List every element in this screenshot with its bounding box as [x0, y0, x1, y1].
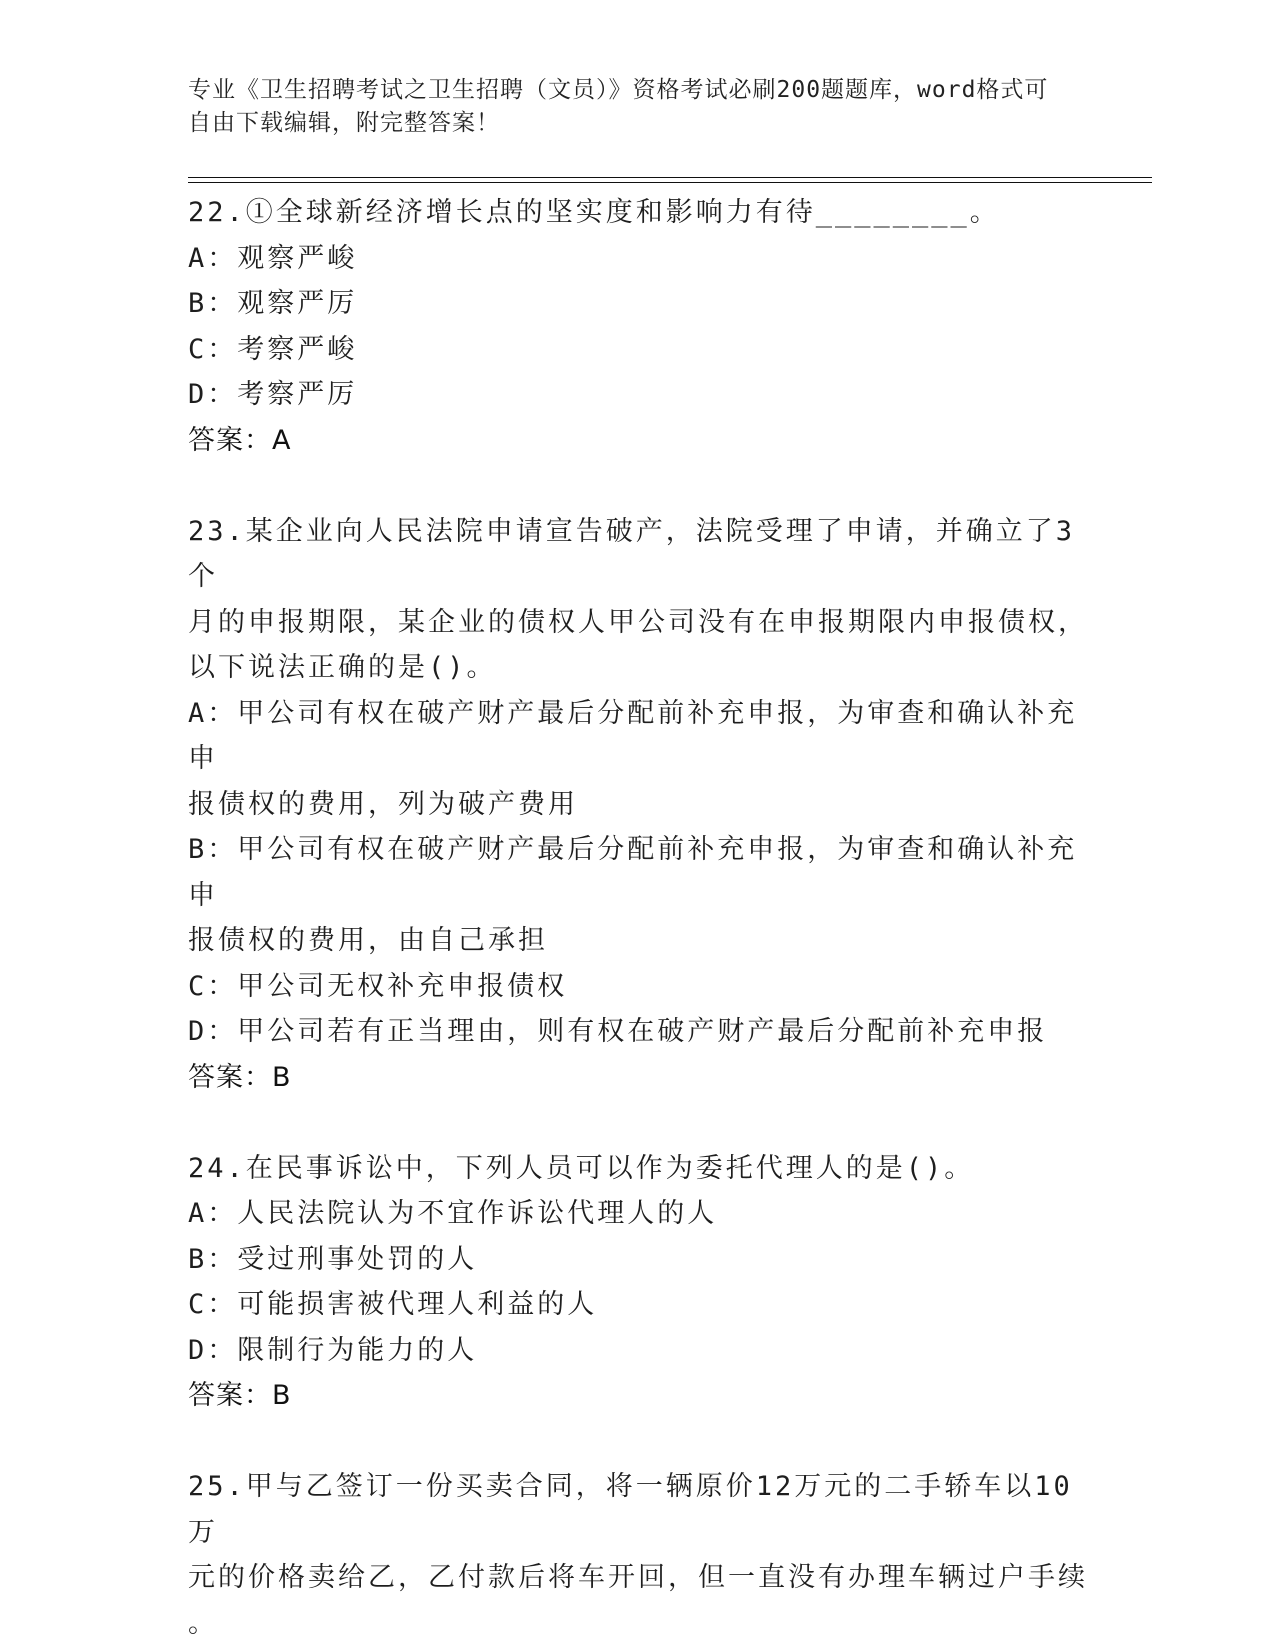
- header-divider-bottom: [188, 182, 1152, 183]
- option-b: B：甲公司有权在破产财产最后分配前补充申报，为审查和确认补充申: [188, 834, 1078, 911]
- option-c: C：可能损害被代理人利益的人: [188, 1289, 598, 1320]
- question-stem: 。: [188, 1607, 218, 1639]
- option-d: D：限制行为能力的人: [188, 1334, 478, 1366]
- document-header: 专业《卫生招聘考试之卫生招聘（文员）》资格考试必刷200题题库，word格式可自由下载编辑，附完整答案！: [188, 77, 1049, 136]
- question-stem: 以下说法正确的是()。: [188, 652, 497, 683]
- option-b: B：受过刑事处罚的人: [188, 1243, 478, 1275]
- option-a-continued: 报债权的费用，列为破产费用: [188, 788, 578, 820]
- question-stem: 22.①全球新经济增长点的坚实度和影响力有待________。: [188, 197, 1000, 228]
- question-22: [188, 190, 1088, 463]
- option-d: D：甲公司若有正当理由，则有权在破产财产最后分配前补充申报: [188, 1016, 1048, 1047]
- option-b: B：观察严厉: [188, 288, 358, 319]
- option-b-continued: 报债权的费用，由自己承担: [188, 925, 548, 956]
- question-24: [188, 1146, 1088, 1419]
- question-23: [188, 509, 1088, 1101]
- answer: 答案：B: [188, 1380, 292, 1411]
- answer: 答案：B: [188, 1061, 292, 1093]
- question-stem: 25.甲与乙签订一份买卖合同，将一辆原价12万元的二手轿车以10万: [188, 1471, 1073, 1548]
- option-a: A：人民法院认为不宜作诉讼代理人的人: [188, 1198, 718, 1229]
- question-stem: 24.在民事诉讼中，下列人员可以作为委托代理人的是()。: [188, 1152, 975, 1184]
- option-c: C：考察严峻: [188, 333, 358, 365]
- option-a: A：甲公司有权在破产财产最后分配前补充申报，为审查和确认补充申: [188, 697, 1078, 774]
- option-a: A：观察严峻: [188, 242, 358, 274]
- question-stem: 23.某企业向人民法院申请宣告破产，法院受理了申请，并确立了3个: [188, 515, 1076, 592]
- option-d: D：考察严厉: [188, 379, 358, 410]
- question-stem: 元的价格卖给乙，乙付款后将车开回，但一直没有办理车辆过户手续: [188, 1562, 1088, 1593]
- answer: 答案：A: [188, 424, 292, 456]
- header-divider-top: [188, 177, 1152, 178]
- question-list: [188, 190, 1088, 1646]
- option-c: C：甲公司无权补充申报债权: [188, 970, 568, 1002]
- question-25: [188, 1464, 1088, 1646]
- question-stem: 月的申报期限，某企业的债权人甲公司没有在申报期限内申报债权，: [188, 606, 1088, 638]
